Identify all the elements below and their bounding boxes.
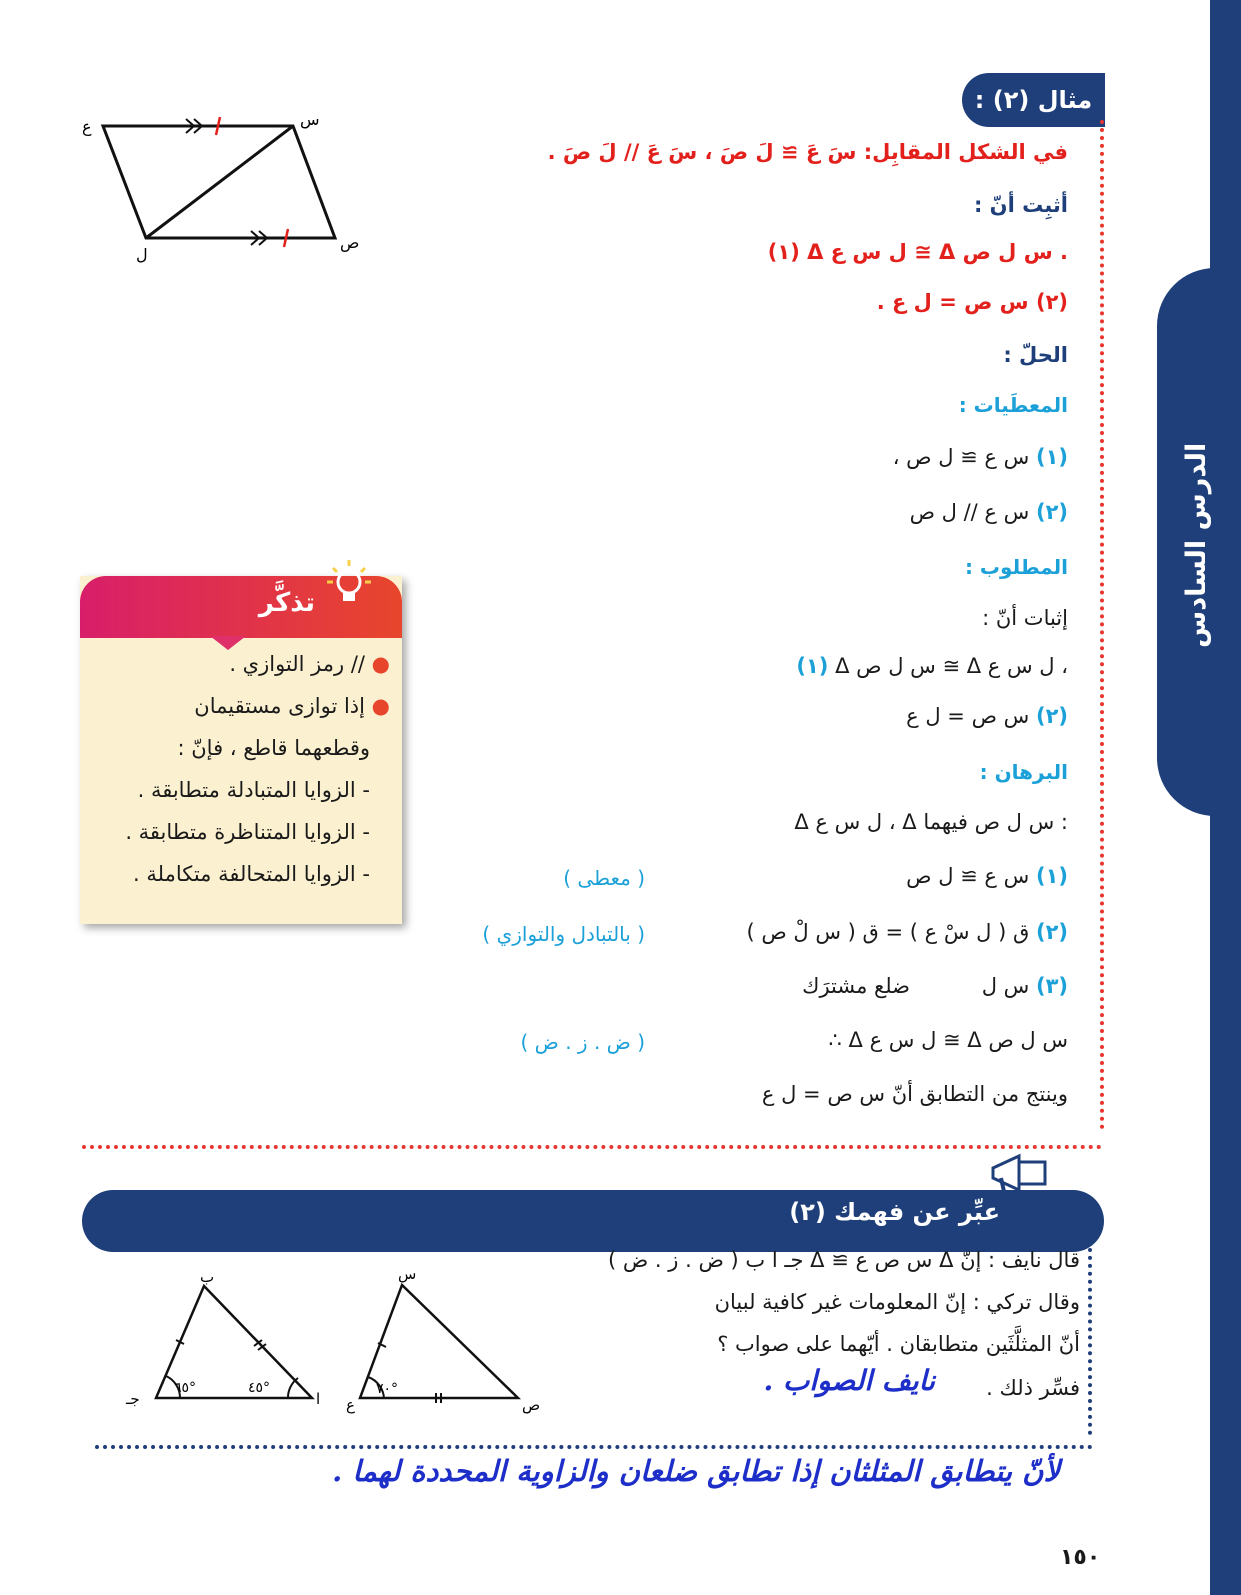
required-2-text: س ص = ل ع bbox=[906, 704, 1030, 728]
given-1-text: س ع ≅ ل ص ، bbox=[892, 445, 1030, 469]
proof-step-4: ∴ Δ ل س ع ≅ Δ س ل ص bbox=[828, 1028, 1068, 1052]
express-line-2: وقال تركي : إنّ المعلومات غير كافية لبيان bbox=[714, 1290, 1080, 1314]
label-c: ص bbox=[340, 233, 360, 252]
item-number: (٣) bbox=[1035, 974, 1068, 998]
lightbulb-icon bbox=[325, 556, 375, 608]
triangle-abc-figure bbox=[118, 1270, 328, 1410]
givens-label: المعطَيات : bbox=[958, 393, 1068, 417]
proof-4-reason: ( ض . ز . ض ) bbox=[520, 1030, 645, 1054]
prove-item-2: (٢) س ص = ل ع . bbox=[876, 290, 1068, 314]
prove-item-1: (١) Δ ل س ع ≅ Δ س ل ص . bbox=[767, 240, 1068, 264]
lesson-tab-label: الدرس السادس bbox=[1181, 442, 1212, 648]
item-number: (٢) bbox=[1035, 704, 1068, 728]
remember-item-text: // رمز التوازي . bbox=[229, 652, 365, 676]
triangle-sas-figure bbox=[340, 1265, 550, 1415]
proof-2-text: ق ( ل سْ ع ) = ق ( س لْ ص ) bbox=[746, 920, 1030, 944]
section-separator bbox=[82, 1145, 1102, 1149]
item-number: (٢) bbox=[1035, 500, 1068, 524]
item-number: (٢) bbox=[1035, 920, 1068, 944]
proof-3-note: ضلع مشترَك bbox=[802, 974, 910, 998]
remember-item: - الزوايا المتحالفة متكاملة . bbox=[133, 862, 370, 886]
label-s: س bbox=[300, 110, 320, 129]
remember-item: - الزوايا المتناظرة متطابقة . bbox=[125, 820, 370, 844]
required-1-text: Δ س ل ص ≅ Δ ل س ع ، bbox=[835, 654, 1068, 678]
express-line-3: أنّ المثلَّثَين متطابقان . أيّهما على صواب ؟ bbox=[717, 1332, 1080, 1356]
proof-step-3 bbox=[970, 974, 1068, 1008]
item-number: (١) bbox=[1035, 445, 1068, 469]
label-right: ص bbox=[522, 1396, 541, 1414]
remember-item-text: إذا توازى مستقيمان bbox=[194, 694, 365, 718]
proof-2-reason: ( بالتبادل والتوازي ) bbox=[482, 922, 645, 946]
proof-step-2 bbox=[700, 920, 1068, 954]
label-top: ب bbox=[200, 1270, 215, 1286]
prove-label: أثبِت أنّ : bbox=[973, 193, 1068, 217]
label-right: ا bbox=[316, 1390, 321, 1408]
given-2-text: س ع // ل ص bbox=[909, 500, 1030, 524]
remember-item: - الزوايا المتبادلة متطابقة . bbox=[137, 778, 370, 802]
page-number: ١٥٠ bbox=[1060, 1545, 1101, 1570]
express-dotted-border bbox=[1088, 1240, 1092, 1435]
remember-item: ● // رمز التوازي . bbox=[229, 652, 390, 676]
express-line-4: فسِّر ذلك . bbox=[986, 1376, 1080, 1400]
item-number: (١) bbox=[1035, 864, 1068, 888]
express-dotted-bottom bbox=[95, 1445, 1093, 1449]
express-title: عبِّر عن فهمك (٢) bbox=[789, 1198, 1000, 1226]
required-item-1 bbox=[700, 654, 1068, 688]
label-top: س bbox=[398, 1265, 417, 1283]
angle-left-value: ٦٥° bbox=[174, 1380, 197, 1396]
remember-notch bbox=[210, 636, 246, 650]
remember-title: تذكَّر bbox=[258, 588, 315, 618]
example-given-line: في الشكل المقابِل: سَ عَ ≅ لَ صَ ، سَ عَ // لَ صَ . bbox=[547, 140, 1068, 164]
given-item-1 bbox=[850, 445, 1068, 479]
proof-1-text: س ع ≅ ل ص bbox=[906, 864, 1030, 888]
given-item-2 bbox=[850, 500, 1068, 534]
proof-label: البرهان : bbox=[979, 760, 1068, 784]
handwritten-reason: لأنّ يتطابق المثلثان إذا تطابق ضلعان والزاوية المحددة لهما . bbox=[332, 1454, 1060, 1488]
proof-intro: Δ ل س ع ، Δ س ل ص فيهما : bbox=[794, 810, 1068, 834]
proof-1-reason: ( معطى ) bbox=[563, 866, 645, 890]
proof-step-1 bbox=[850, 864, 1068, 898]
label-a: ع bbox=[82, 117, 92, 136]
angle-right-value: ٤٥° bbox=[248, 1380, 271, 1396]
proof-3-text: س ل bbox=[981, 974, 1030, 998]
required-label: المطلوب : bbox=[964, 555, 1068, 579]
express-line-1: قال نايف : إنّ Δ س ص ع ≅ Δ جـ ا ب ( ض . ز . ض ) bbox=[608, 1248, 1080, 1272]
item-number: (١) bbox=[796, 654, 829, 678]
angle-value: ٧٠° bbox=[376, 1381, 399, 1397]
required-intro: إثبات أنّ : bbox=[982, 606, 1068, 630]
parallelogram-figure bbox=[78, 110, 378, 270]
required-item-2 bbox=[850, 704, 1068, 738]
label-left: جـ bbox=[126, 1390, 140, 1408]
handwritten-answer: نايف الصواب . bbox=[763, 1364, 935, 1397]
remember-item: وقطعهما قاطع ، فإنّ : bbox=[177, 736, 370, 760]
solution-label: الحلّ : bbox=[1003, 343, 1068, 367]
remember-item: ● إذا توازى مستقيمان bbox=[194, 694, 390, 718]
diagonal-sl bbox=[146, 126, 293, 238]
example-badge: مثال (٢) : bbox=[962, 73, 1105, 127]
label-l: ل bbox=[136, 245, 148, 264]
conclusion: وينتج من التطابق أنّ س ص = ل ع bbox=[761, 1082, 1068, 1106]
label-left: ع bbox=[346, 1396, 355, 1414]
example-dotted-border bbox=[1100, 120, 1104, 1130]
